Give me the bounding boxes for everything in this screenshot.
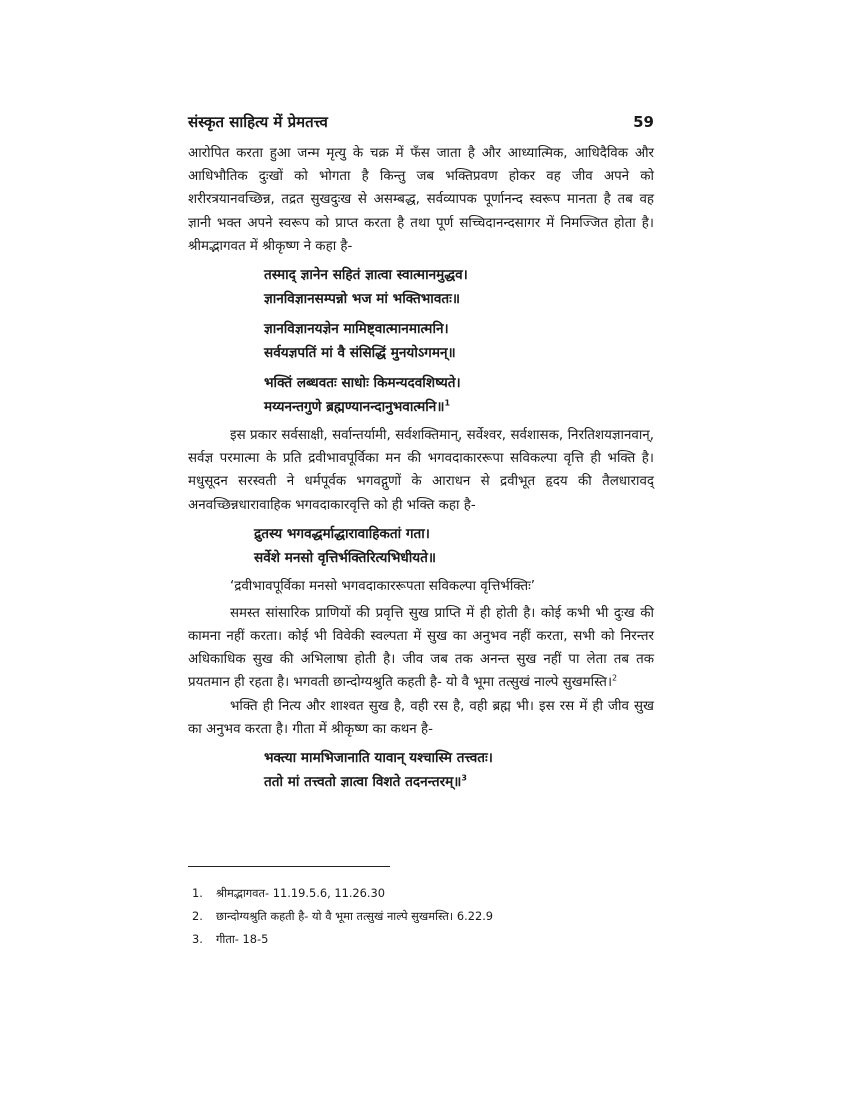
- footnote-2: [192, 905, 652, 928]
- paragraph-3-text: समस्त सांसारिक प्राणियों की प्रवृत्ति सुख प्राप्ति में ही होती है। कोई कभी भी दुःख की कामना नहीं करता। कोई भी विवेकी स्वल्पता में सुख का अनुभव नहीं करता, सभी को निरन्तर अधिकाधिक सुख की अभिलाषा होती है। जीव जब तक अनन्त सुख नहीं पा लेता तब तक प्रयतमान ही रहता है। भगवती छान्दोग्यश्रुति कहती है- यो वै भूमा तत्सुखं नाल्पे सुखमस्ति।: [188, 605, 654, 691]
- verse-line: सर्वेशे मनसो वृत्तिर्भक्तिरित्यभिधीयते॥: [254, 549, 437, 566]
- verse-block-bhagavata: [264, 263, 654, 419]
- footnote-ref-2: 2: [612, 673, 618, 683]
- footnote-text: श्रीमद्भागवत- 11.19.5.6, 11.26.30: [216, 886, 386, 900]
- footnote-ref-3: 3: [461, 773, 467, 783]
- footnote-text: गीता- 18-5: [216, 932, 269, 946]
- footnote-1: [192, 882, 652, 905]
- definition-quote: ‘द्रवीभावपूर्विका मनसो भगवदाकाररूपता सविकल्पा वृत्तिर्भक्तिः’: [230, 578, 536, 594]
- verse-line: ज्ञानविज्ञानसम्पन्नो भज मां भक्तिभावतः॥: [264, 291, 461, 308]
- verse-line: सर्वयज्ञपतिं मां वै संसिद्धिं मुनयोऽगमन्॥: [264, 345, 456, 362]
- verse-line: भक्तिं लब्धवतः साधोः किमन्यदवशिष्यते।: [264, 375, 461, 392]
- verse-line-text: ततो मां तत्त्वतो ज्ञात्वा विशते तदनन्तरम्॥: [264, 774, 462, 791]
- footnote-text: छान्दोग्यश्रुति कहती है- यो वै भूमा तत्सुखं नाल्पे सुखमस्ति। 6.22.9: [216, 909, 494, 923]
- verse-block-madhusudana: [254, 522, 654, 570]
- paragraph-2: इस प्रकार सर्वसाक्षी, सर्वान्तर्यामी, सर्वशक्तिमान्, सर्वेश्वर, सर्वशासक, निरतिशयज्ञानवान्, सर्वज्ञ परमात्मा के प्रति द्रवीभावपूर्विका मन की भगवदाकाररूपा सविकल्पा वृत्ति ही भक्ति है। मधुसूदन सरस्वती ने धर्मपूर्वक भगवद्गुणों के आराधन से द्रवीभूत हृदय की तैलधारावद् अनवच्छिन्नधारावाहिक भगवदाकारवृत्ति को ही भक्ति कहा है-: [188, 428, 654, 513]
- page-number: 59: [633, 113, 654, 131]
- paragraph-1: आरोपित करता हुआ जन्म मृत्यु के चक्र में फँस जाता है और आध्यात्मिक, आधिदैविक और आधिभौतिक दुःखों को भोगता है किन्तु जब भक्तिप्रवण होकर वह जीव अपने को शरीरत्रयानवच्छिन्न, तद्रत सुखदुःख से असम्बद्ध, सर्वव्यापक पूर्णानन्द स्वरूप मानता है तब वह ज्ञानी भक्त अपने स्वरूप को प्राप्त करता है तथा पूर्ण सच्चिदानन्दसागर में निमज्जित होता है। श्रीमद्भागवत में श्रीकृष्ण ने कहा है-: [188, 146, 654, 254]
- footnote-number: 2.: [192, 909, 203, 923]
- footnotes: [192, 882, 652, 951]
- footnote-number: 3.: [192, 932, 203, 946]
- footnote-divider: [188, 866, 390, 867]
- verse-line: द्रुतस्य भगवद्धर्माद्धारावाहिकतां गता।: [254, 525, 430, 542]
- verse-line: तस्माद् ज्ञानेन सहितं ज्ञात्वा स्वात्मानमुद्धव।: [264, 267, 468, 284]
- verse-line-with-footnote: [264, 770, 654, 794]
- running-title: संस्कृत साहित्य में प्रेमतत्त्व: [188, 113, 328, 131]
- verse-line: ज्ञानविज्ञानयज्ञेन मामिष्ट्वात्मानमात्मनि।: [264, 321, 449, 338]
- running-header: [188, 112, 654, 132]
- verse-line-text: मय्यनन्तगुणे ब्रह्मण्यानन्दानुभवात्मनि॥: [264, 399, 445, 416]
- verse-line-with-footnote: [264, 395, 654, 419]
- paragraph-3: [188, 602, 654, 695]
- verse-line: भक्त्या मामभिजानाति यावान् यश्चास्मि तत्त्वतः।: [264, 750, 493, 767]
- footnote-number: 1.: [192, 886, 203, 900]
- verse-block-gita: [264, 746, 654, 794]
- page-body: [188, 112, 654, 799]
- footnote-3: [192, 928, 652, 951]
- paragraph-4: भक्ति ही नित्य और शाश्वत सुख है, वही रस है, वही ब्रह्म भी। इस रस में ही जीव सुख का अनुभव करता है। गीता में श्रीकृष्ण का कथन है-: [188, 698, 654, 737]
- footnote-ref-1: 1: [444, 398, 451, 408]
